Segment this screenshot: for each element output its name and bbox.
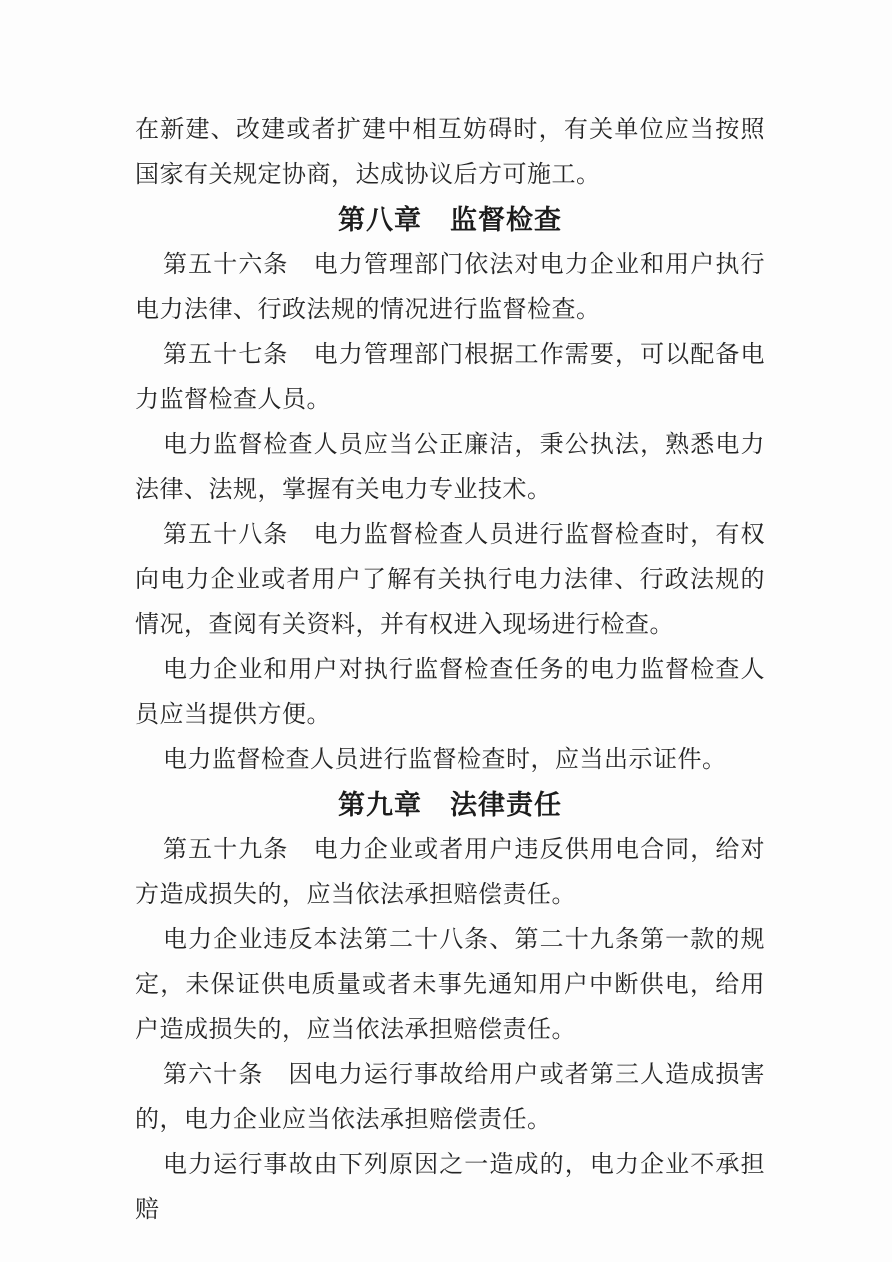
chapter-heading-8: 第八章 监督检查: [338, 205, 562, 235]
paragraph-article-60: 第六十条 因电力运行事故给用户或者第三人造成损害的，电力企业应当依法承担赔偿责任。: [135, 1062, 765, 1133]
paragraph-article-58: 第五十八条 电力监督检查人员进行监督检查时，有权向电力企业或者用户了解有关执行电力法律、行政法规的情况，查阅有关资料，并有权进入现场进行检查。: [135, 522, 765, 638]
paragraph-article-58-clause-2: 电力企业和用户对执行监督检查任务的电力监督检查人员应当提供方便。: [135, 657, 765, 728]
paragraph-article-57: 第五十七条 电力管理部门根据工作需要，可以配备电力监督检查人员。: [135, 342, 765, 413]
paragraph-article-59-clause-2: 电力企业违反本法第二十八条、第二十九条第一款的规定，未保证供电质量或者未事先通知用户中断供电，给用户造成损失的，应当依法承担赔偿责任。: [135, 927, 765, 1043]
paragraph-article-58-clause-3: 电力监督检查人员进行监督检查时，应当出示证件。: [163, 747, 727, 773]
paragraph-article-59: 第五十九条 电力企业或者用户违反供用电合同，给对方造成损失的，应当依法承担赔偿责任。: [135, 837, 765, 908]
paragraph-article-56: 第五十六条 电力管理部门依法对电力企业和用户执行电力法律、行政法规的情况进行监督检查。: [135, 252, 765, 323]
paragraph-continuation: 在新建、改建或者扩建中相互妨碍时，有关单位应当按照国家有关规定协商，达成协议后方可施工。: [135, 117, 765, 188]
chapter-heading-9: 第九章 法律责任: [338, 790, 562, 820]
paragraph-article-57-clause-2: 电力监督检查人员应当公正廉洁，秉公执法，熟悉电力法律、法规，掌握有关电力专业技术。: [135, 432, 765, 503]
paragraph-article-60-clause-2-cutoff: 电力运行事故由下列原因之一造成的，电力企业不承担赔: [135, 1152, 765, 1223]
